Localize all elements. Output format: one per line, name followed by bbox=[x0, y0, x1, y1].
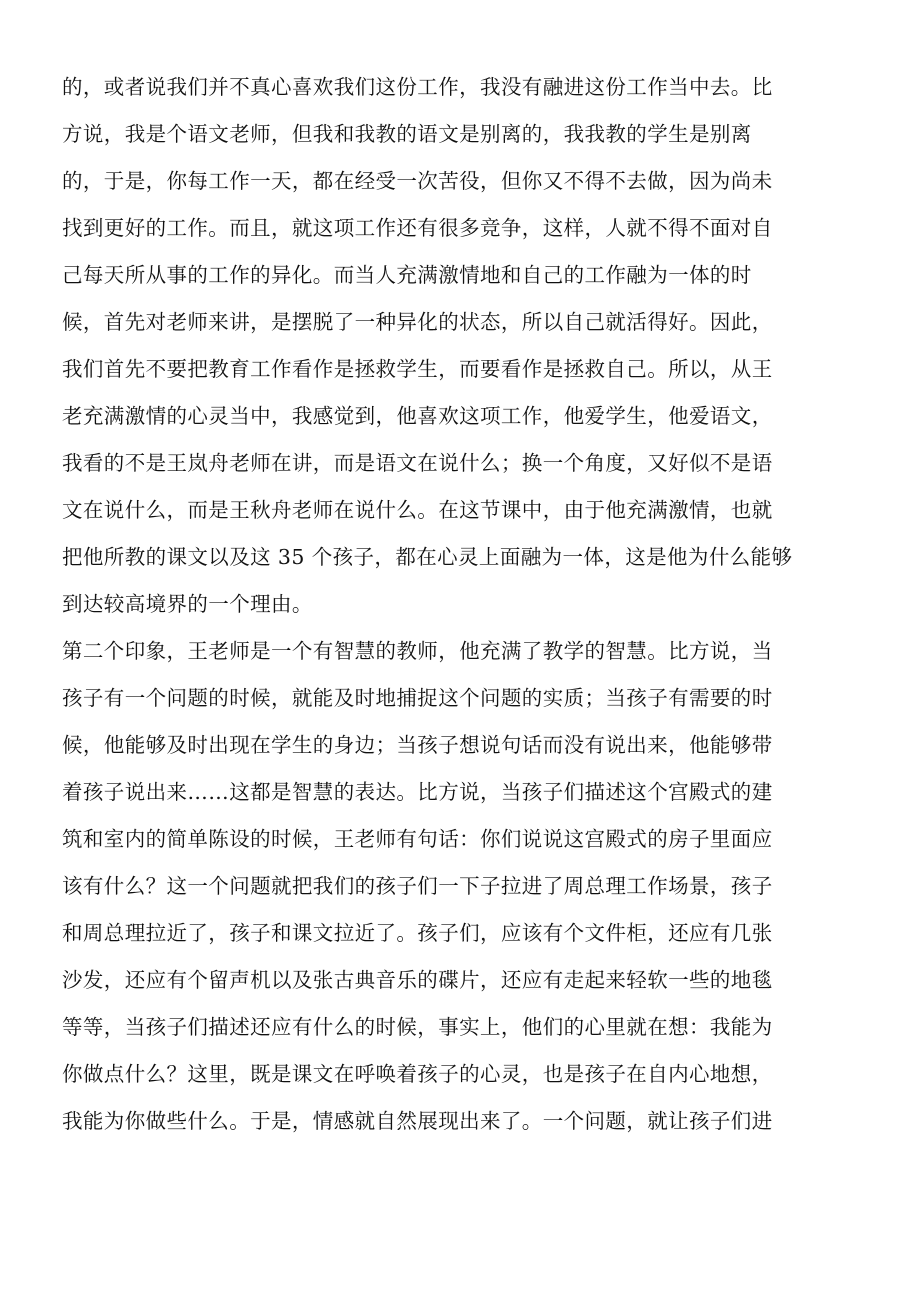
text-line: 候，首先对老师来讲，是摆脱了一种异化的状态，所以自己就活得好。因此， bbox=[62, 310, 773, 334]
text-line: 的，于是，你每工作一天，都在经受一次苦役，但你又不得不去做，因为尚未 bbox=[62, 169, 773, 193]
text-line: 方说，我是个语文老师，但我和我教的语文是别离的，我我教的学生是别离 bbox=[62, 122, 752, 146]
text-line: 找到更好的工作。而且，就这项工作还有很多竞争，这样，人就不得不面对自 bbox=[62, 216, 773, 240]
text-line: 沙发，还应有个留声机以及张古典音乐的碟片，还应有走起来轻软一些的地毯 bbox=[62, 968, 773, 992]
text-line: 等等，当孩子们描述还应有什么的时候，事实上，他们的心里就在想：我能为 bbox=[62, 1015, 773, 1039]
text-line: 和周总理拉近了，孩子和课文拉近了。孩子们，应该有个文件柜，还应有几张 bbox=[62, 921, 773, 945]
text-line: 候，他能够及时出现在学生的身边；当孩子想说句话而没有说出来，他能够带 bbox=[62, 733, 773, 757]
text-line: 孩子有一个问题的时候，就能及时地捕捉这个问题的实质；当孩子有需要的时 bbox=[62, 686, 773, 710]
text-line: 我能为你做些什么。于是，情感就自然展现出来了。一个问题，就让孩子们进 bbox=[62, 1109, 773, 1133]
text-line: 把他所教的课文以及这 35 个孩子，都在心灵上面融为一体，这是他为什么能够 bbox=[62, 545, 793, 569]
text-line: 我们首先不要把教育工作看作是拯救学生，而要看作是拯救自己。所以，从王 bbox=[62, 357, 773, 381]
text-line: 你做点什么？这里，既是课文在呼唤着孩子的心灵，也是孩子在自内心地想， bbox=[62, 1062, 773, 1086]
text-line: 我看的不是王岚舟老师在讲，而是语文在说什么；换一个角度，又好似不是语 bbox=[62, 451, 773, 475]
text-line: 第二个印象，王老师是一个有智慧的教师，他充满了教学的智慧。比方说，当 bbox=[62, 639, 773, 663]
text-line: 到达较高境界的一个理由。 bbox=[62, 592, 313, 616]
text-line: 着孩子说出来……这都是智慧的表达。比方说，当孩子们描述这个宫殿式的建 bbox=[62, 780, 773, 804]
text-line: 筑和室内的简单陈设的时候，王老师有句话：你们说说这宫殿式的房子里面应 bbox=[62, 827, 773, 851]
text-line: 该有什么？这一个问题就把我们的孩子们一下子拉进了周总理工作场景，孩子 bbox=[62, 874, 773, 898]
text-line: 文在说什么，而是王秋舟老师在说什么。在这节课中，由于他充满激情，也就 bbox=[62, 498, 773, 522]
text-line: 的，或者说我们并不真心喜欢我们这份工作，我没有融进这份工作当中去。比 bbox=[62, 75, 773, 99]
text-line: 老充满激情的心灵当中，我感觉到，他喜欢这项工作，他爱学生，他爱语文， bbox=[62, 404, 773, 428]
text-line: 己每天所从事的工作的异化。而当人充满激情地和自己的工作融为一体的时 bbox=[62, 263, 752, 287]
